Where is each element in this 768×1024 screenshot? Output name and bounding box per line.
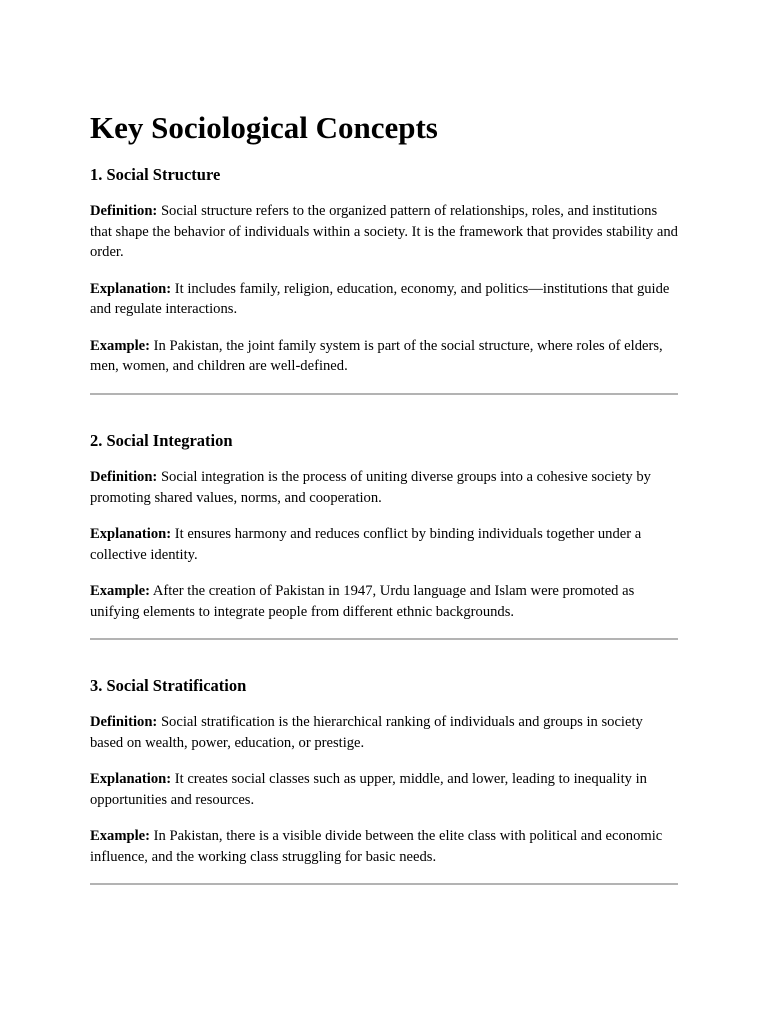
definition-label: Definition: [90, 203, 158, 219]
definition-text: Social stratification is the hierarchical ranking of individuals and groups in society based on wealth, power, education, or prestige. [90, 714, 643, 751]
example-label: Example: [90, 828, 150, 844]
definition-paragraph [90, 712, 678, 753]
example-text: In Pakistan, the joint family system is part of the social structure, where roles of elders, men, women, and children are well-defined. [90, 337, 663, 374]
example-paragraph [90, 581, 678, 622]
example-text: After the creation of Pakistan in 1947, Urdu language and Islam were promoted as unifying elements to integrate people from different ethnic backgrounds. [90, 583, 635, 620]
section-social-integration [90, 430, 678, 622]
explanation-paragraph [90, 524, 678, 565]
page-title: Key Sociological Concepts [90, 110, 438, 145]
explanation-label: Explanation: [90, 526, 172, 542]
example-label: Example: [90, 583, 150, 599]
section-heading: 3. Social Stratification [90, 676, 247, 695]
definition-paragraph [90, 467, 678, 508]
section-divider [90, 883, 678, 885]
explanation-text: It creates social classes such as upper, middle, and lower, leading to inequality in opportunities and resources. [90, 771, 647, 808]
explanation-label: Explanation: [90, 771, 172, 787]
explanation-text: It ensures harmony and reduces conflict by binding individuals together under a collective identity. [90, 526, 642, 563]
section-divider [90, 393, 678, 395]
definition-text: Social integration is the process of uniting diverse groups into a cohesive society by promoting shared values, norms, and cooperation. [90, 469, 651, 506]
example-text: In Pakistan, there is a visible divide between the elite class with political and economic influence, and the working class struggling for basic needs. [90, 828, 663, 865]
definition-text: Social structure refers to the organized pattern of relationships, roles, and institutions that shape the behavior of individuals within a society. It is the framework that provides stability and order. [90, 203, 678, 260]
example-paragraph [90, 336, 678, 377]
example-paragraph [90, 826, 678, 867]
definition-label: Definition: [90, 469, 158, 485]
section-heading: 2. Social Integration [90, 431, 233, 450]
definition-paragraph [90, 201, 678, 263]
section-heading: 1. Social Structure [90, 165, 221, 184]
definition-label: Definition: [90, 714, 158, 730]
example-label: Example: [90, 337, 150, 354]
explanation-paragraph [90, 769, 678, 810]
explanation-paragraph [90, 279, 678, 320]
explanation-label: Explanation: [90, 280, 172, 297]
explanation-text: It includes family, religion, education, economy, and politics—institutions that guide and regulate interactions. [90, 280, 670, 317]
section-social-structure [90, 164, 678, 377]
section-social-stratification [90, 675, 678, 867]
section-divider [90, 638, 678, 640]
